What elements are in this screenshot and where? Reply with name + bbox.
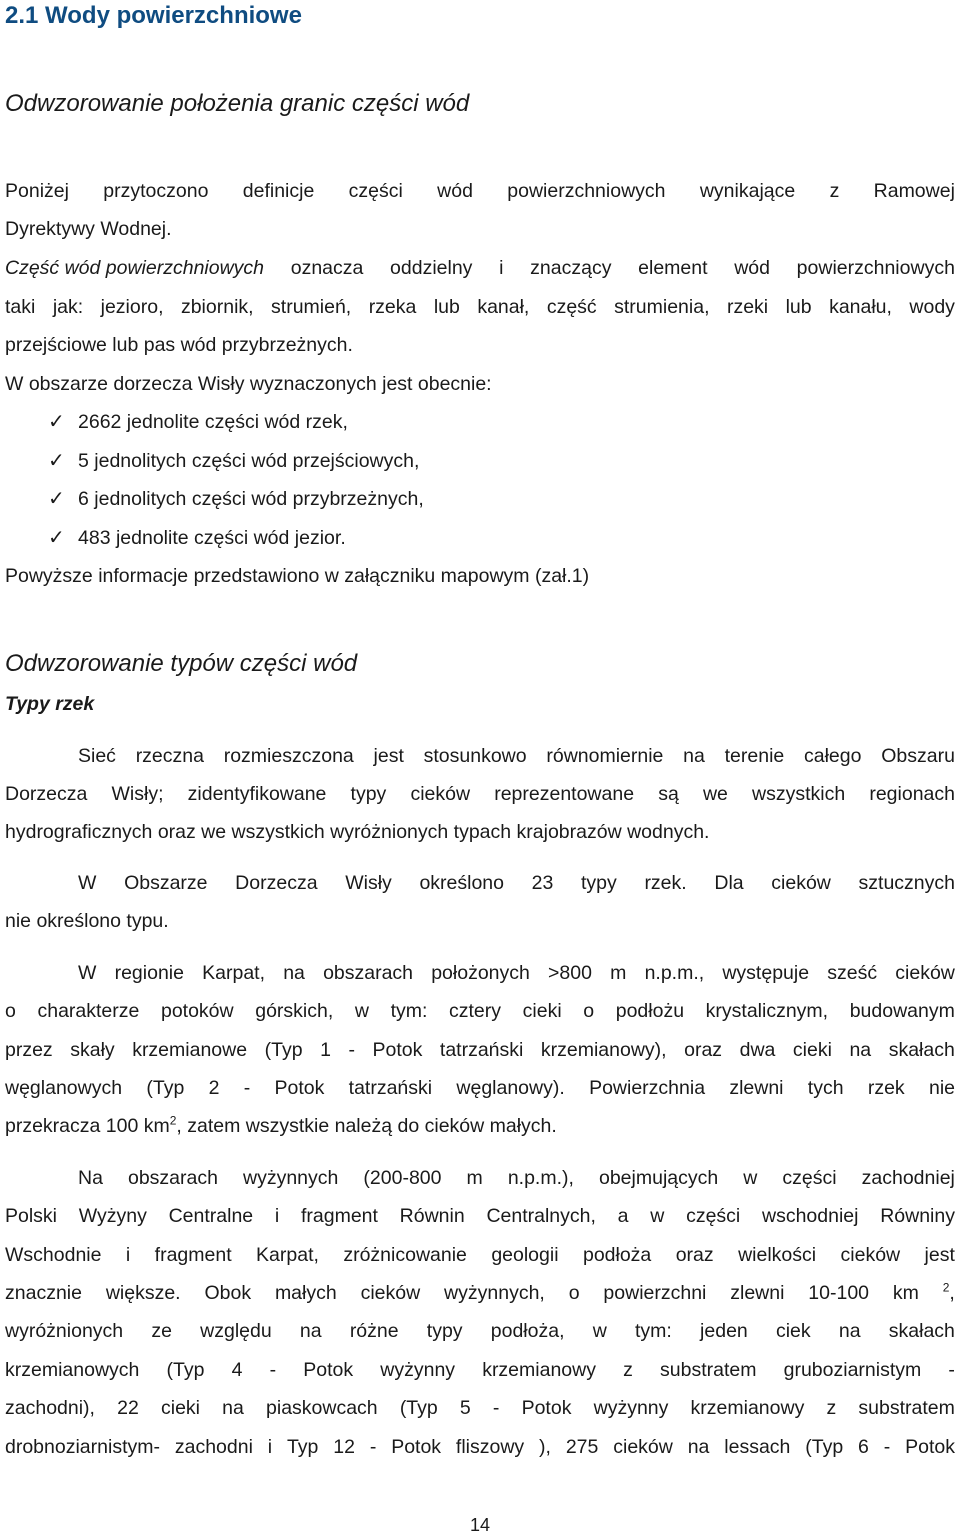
- word: obszarach: [127, 1167, 218, 1189]
- word: ),: [539, 1436, 551, 1458]
- word: w: [354, 1000, 369, 1022]
- word: wód: [437, 180, 473, 202]
- word: W: [78, 872, 97, 894]
- word: wielkości: [738, 1244, 817, 1266]
- word: piaskowcach: [266, 1397, 378, 1419]
- word: małych: [274, 1282, 337, 1304]
- word: krzemianowy: [482, 1359, 596, 1381]
- paragraph-line: hydrograficznych oraz we wszystkich wyróżnionych typach krajobrazów wodnych.: [5, 821, 710, 843]
- word: i: [267, 1436, 273, 1458]
- check-icon: ✓: [48, 527, 65, 549]
- word: 275: [565, 1436, 599, 1458]
- word: nie: [928, 1077, 955, 1099]
- word: 12: [333, 1436, 355, 1458]
- word: krzemianowe: [132, 1039, 248, 1061]
- word: oraz: [684, 1039, 723, 1061]
- word: wschodniej: [761, 1205, 859, 1227]
- word: regionie: [114, 962, 184, 984]
- word: -: [883, 1436, 891, 1458]
- word: Na: [78, 1167, 103, 1189]
- definition-term: Część wód powierzchniowych: [5, 257, 265, 279]
- paragraph-intro-line: [5, 179, 955, 203]
- word: Równiny: [880, 1205, 955, 1227]
- word: (Typ: [166, 1359, 205, 1381]
- word: rzek: [867, 1077, 905, 1099]
- word: cieki: [792, 1039, 832, 1061]
- word: węglanowych: [5, 1077, 123, 1099]
- list-intro: W obszarze dorzecza Wisły wyznaczonych jest obecnie:: [5, 373, 492, 395]
- check-icon: ✓: [48, 411, 65, 433]
- word: Polski: [5, 1205, 58, 1227]
- word: potoków: [160, 1000, 234, 1022]
- word: krzemianowy: [690, 1397, 805, 1419]
- word: rzeka: [368, 296, 417, 318]
- word: krzemianowych: [5, 1359, 140, 1381]
- word: cieków: [410, 783, 471, 805]
- word: typy: [350, 783, 387, 805]
- word: przez: [5, 1039, 53, 1061]
- word: równomiernie: [546, 745, 664, 767]
- word: a: [617, 1205, 629, 1227]
- word: strumień,: [271, 296, 352, 318]
- word: kanału,: [829, 296, 892, 318]
- word: Wisły;: [111, 783, 164, 805]
- word: zidentyfikowane: [187, 783, 327, 805]
- word: Karpat,: [202, 962, 266, 984]
- word: Dla: [714, 872, 744, 894]
- word: Obszarze: [124, 872, 208, 894]
- word: oznacza: [290, 257, 364, 279]
- word: jezioro,: [100, 296, 164, 318]
- word: o: [5, 1000, 16, 1022]
- superscript: 2: [942, 1280, 950, 1295]
- word: wody: [909, 296, 955, 318]
- page-number: 14: [469, 1515, 491, 1535]
- paragraph-line: [5, 1038, 955, 1062]
- paragraph-line: [5, 1319, 955, 1343]
- word: 2: [208, 1077, 220, 1099]
- word: podłoża,: [490, 1320, 565, 1342]
- word: lub: [433, 296, 460, 318]
- word: cieków: [840, 1244, 901, 1266]
- word: o: [583, 1000, 595, 1022]
- word: stosunkowo: [423, 745, 527, 767]
- word: Typ: [286, 1436, 319, 1458]
- word: fragment: [300, 1205, 378, 1227]
- word: wszystkich: [752, 783, 846, 805]
- word: m: [610, 962, 627, 984]
- word: zlewni: [730, 1282, 785, 1304]
- paragraph-line: [5, 1243, 955, 1267]
- word: o: [568, 1282, 580, 1304]
- word: na: [687, 1436, 710, 1458]
- word: typy: [426, 1320, 463, 1342]
- word: w: [743, 1167, 758, 1189]
- definition-line: przejściowe lub pas wód przybrzeżnych.: [5, 334, 353, 356]
- check-icon: ✓: [48, 450, 65, 472]
- word: 1: [320, 1039, 331, 1061]
- word: Powierzchnia: [589, 1077, 706, 1099]
- word: ciek: [775, 1320, 811, 1342]
- superscript: 2: [169, 1113, 177, 1128]
- check-icon: ✓: [48, 488, 65, 510]
- word: podłoża: [582, 1244, 652, 1266]
- subheading-types: Odwzorowanie typów części wód: [5, 650, 358, 677]
- word: -: [369, 1436, 377, 1458]
- list-item: 2662 jednolite części wód rzek,: [78, 411, 348, 433]
- word: cieków: [360, 1282, 421, 1304]
- word: powierzchniowych: [796, 257, 955, 279]
- word: Równin: [399, 1205, 465, 1227]
- word: cieków: [895, 962, 955, 984]
- word: dwa: [739, 1039, 776, 1061]
- word: wynikające: [699, 180, 796, 202]
- section-heading: 2.1 Wody powierzchniowe: [5, 2, 302, 29]
- word: tatrzański: [348, 1077, 433, 1099]
- word: sześć: [827, 962, 878, 984]
- word: jak:: [52, 296, 84, 318]
- word: km: [892, 1282, 919, 1304]
- word: -: [269, 1359, 277, 1381]
- word: Centralnych,: [486, 1205, 596, 1227]
- word: ze: [151, 1320, 172, 1342]
- word: zachodni),: [5, 1397, 95, 1419]
- word: różne: [349, 1320, 399, 1342]
- word: 10-100: [808, 1282, 870, 1304]
- word: 6: [858, 1436, 869, 1458]
- word: zachodniej: [861, 1167, 955, 1189]
- word: strumienia,: [614, 296, 710, 318]
- word: (Typ: [146, 1077, 185, 1099]
- word: 5: [459, 1397, 471, 1419]
- subsubheading-river-types: Typy rzek: [5, 693, 95, 715]
- word: -: [348, 1039, 355, 1061]
- word: (Typ: [264, 1039, 303, 1061]
- word: części: [686, 1205, 741, 1227]
- word: obszarach: [323, 962, 414, 984]
- word: fliszowy: [455, 1436, 525, 1458]
- word: Obok: [204, 1282, 252, 1304]
- word: zbiornik,: [180, 296, 254, 318]
- paragraph-line: [5, 1396, 955, 1420]
- word: w: [650, 1205, 665, 1227]
- word: występuje: [722, 962, 810, 984]
- word: Wisły: [345, 872, 392, 894]
- text-fragment: ,: [949, 1282, 955, 1304]
- word: jest: [924, 1244, 955, 1266]
- text-fragment: , zatem wszystkie należą do cieków małych.: [176, 1115, 557, 1137]
- word: (Typ: [805, 1436, 844, 1458]
- definition-line: [5, 256, 955, 280]
- word: górskich,: [255, 1000, 334, 1022]
- word: z: [829, 180, 840, 202]
- word: na: [838, 1320, 861, 1342]
- word: taki: [5, 296, 36, 318]
- word: Dorzecza: [235, 872, 318, 894]
- word: n.p.m.,: [644, 962, 705, 984]
- word: reprezentowane: [494, 783, 635, 805]
- word: w: [592, 1320, 607, 1342]
- word: budowanym: [849, 1000, 955, 1022]
- word: części: [348, 180, 403, 202]
- word: Poniżej: [5, 180, 69, 202]
- word: gruboziarnistym: [783, 1359, 922, 1381]
- word: cieków: [613, 1436, 673, 1458]
- word: Potok: [391, 1436, 442, 1458]
- word: we: [702, 783, 728, 805]
- word: W: [78, 962, 97, 984]
- word: zachodni: [174, 1436, 253, 1458]
- word: wód: [734, 257, 770, 279]
- word: i: [274, 1205, 280, 1227]
- word: skałach: [888, 1039, 955, 1061]
- word: jeden: [700, 1320, 748, 1342]
- word: kanał,: [477, 296, 530, 318]
- word: krystalicznym,: [705, 1000, 829, 1022]
- word: Potok: [303, 1359, 354, 1381]
- word: tatrzański: [439, 1039, 524, 1061]
- word: Potok: [274, 1077, 325, 1099]
- word: wyróżnionych: [5, 1320, 124, 1342]
- list-item: 6 jednolitych części wód przybrzeżnych,: [78, 488, 424, 510]
- word: skałach: [888, 1320, 955, 1342]
- word: substratem: [858, 1397, 955, 1419]
- word: -: [243, 1077, 251, 1099]
- word: -: [492, 1397, 500, 1419]
- word: powierzchni: [603, 1282, 707, 1304]
- paragraph-line: [5, 1358, 955, 1382]
- word: na: [283, 962, 305, 984]
- word: położonych: [431, 962, 530, 984]
- word: tym:: [635, 1320, 672, 1342]
- word: element: [638, 257, 708, 279]
- word: rzek.: [644, 872, 687, 894]
- paragraph-line: [5, 1076, 955, 1100]
- word: przytoczono: [103, 180, 209, 202]
- word: cieki: [522, 1000, 562, 1022]
- paragraph-line: [78, 871, 955, 895]
- word: cieków: [771, 872, 831, 894]
- word: Centralne: [168, 1205, 254, 1227]
- word: (Typ: [399, 1397, 438, 1419]
- word: i: [125, 1244, 131, 1266]
- word: skały: [70, 1039, 115, 1061]
- word: całego: [804, 745, 862, 767]
- word: część: [546, 296, 597, 318]
- text-fragment: przekracza 100 km: [5, 1115, 170, 1137]
- word: -: [948, 1359, 955, 1381]
- paragraph-line: [5, 1114, 955, 1138]
- paragraph-line: [5, 999, 955, 1023]
- word: n.p.m.),: [507, 1167, 574, 1189]
- word: 4: [231, 1359, 243, 1381]
- word: cztery: [449, 1000, 502, 1022]
- word: drobnoziarnistym-: [5, 1436, 160, 1458]
- word: węglanowy).: [456, 1077, 565, 1099]
- paragraph-line: nie określono typu.: [5, 910, 169, 932]
- word: Dorzecza: [5, 783, 88, 805]
- word: Wschodnie: [5, 1244, 102, 1266]
- word: Obszaru: [881, 745, 955, 767]
- word: znaczący: [530, 257, 612, 279]
- word: względu: [200, 1320, 272, 1342]
- word: cieki: [160, 1397, 200, 1419]
- word: na: [849, 1039, 872, 1061]
- word: na: [683, 745, 705, 767]
- word: powierzchniowych: [507, 180, 666, 202]
- word: (200-800: [363, 1167, 442, 1189]
- word: Potok: [372, 1039, 423, 1061]
- word: krzemianowy),: [540, 1039, 667, 1061]
- definition-line: [5, 295, 955, 319]
- word: części: [782, 1167, 837, 1189]
- word: >800: [548, 962, 592, 984]
- word: terenie: [724, 745, 785, 767]
- word: wyżynny: [593, 1397, 669, 1419]
- word: oddzielny: [390, 257, 473, 279]
- word: Wyżyny: [78, 1205, 147, 1227]
- paragraph-line: [5, 782, 955, 806]
- word: regionach: [869, 783, 955, 805]
- word: Ramowej: [873, 180, 955, 202]
- word: podłożu: [615, 1000, 685, 1022]
- word: definicje: [242, 180, 315, 202]
- word: wyżynnych: [243, 1167, 339, 1189]
- word: oraz: [675, 1244, 714, 1266]
- word: jest: [373, 745, 404, 767]
- paragraph-line: [78, 961, 955, 985]
- word: Potok: [905, 1436, 955, 1458]
- paragraph-line: [5, 1281, 955, 1305]
- list-item: 483 jednolite części wód jezior.: [78, 527, 346, 549]
- word: geologii: [491, 1244, 559, 1266]
- word: obejmujących: [598, 1167, 719, 1189]
- list-outro: Powyższe informacje przedstawiono w załączniku mapowym (zał.1): [5, 565, 590, 587]
- paragraph-line: [78, 1166, 955, 1190]
- word: tych: [807, 1077, 844, 1099]
- word: rozmieszczona: [223, 745, 354, 767]
- text-fragment: [943, 1281, 955, 1305]
- word: z: [623, 1359, 633, 1381]
- list-item: 5 jednolitych części wód przejściowych,: [78, 450, 420, 472]
- word: lub: [785, 296, 812, 318]
- word: m: [466, 1167, 483, 1189]
- word: są: [658, 783, 679, 805]
- word: na: [299, 1320, 322, 1342]
- word: znacznie: [5, 1282, 82, 1304]
- word: większe.: [105, 1282, 181, 1304]
- word: sztucznych: [858, 872, 955, 894]
- word: charakterze: [37, 1000, 140, 1022]
- word: na: [222, 1397, 244, 1419]
- word: Karpat,: [256, 1244, 319, 1266]
- word: tym:: [390, 1000, 428, 1022]
- word: fragment: [154, 1244, 232, 1266]
- word: i: [499, 257, 504, 279]
- word: substratem: [660, 1359, 757, 1381]
- paragraph-line: [5, 1435, 955, 1459]
- word: określono: [419, 872, 504, 894]
- word: zlewni: [729, 1077, 784, 1099]
- word: typy: [581, 872, 617, 894]
- subheading-boundaries: Odwzorowanie położenia granic części wód: [5, 90, 470, 117]
- paragraph-line: [5, 1204, 955, 1228]
- word: 23: [531, 872, 554, 894]
- word: z: [826, 1397, 837, 1419]
- paragraph-line: [78, 744, 955, 768]
- word: wyżynny: [380, 1359, 456, 1381]
- paragraph-intro-line: Dyrektywy Wodnej.: [5, 218, 172, 240]
- word: zróżnicowanie: [343, 1244, 467, 1266]
- word: 22: [117, 1397, 139, 1419]
- word: Potok: [521, 1397, 572, 1419]
- word: Sieć: [78, 745, 116, 767]
- word: wyżynnych,: [444, 1282, 545, 1304]
- word: rzeczna: [135, 745, 204, 767]
- word: rzeki: [726, 296, 769, 318]
- word: lessach: [724, 1436, 791, 1458]
